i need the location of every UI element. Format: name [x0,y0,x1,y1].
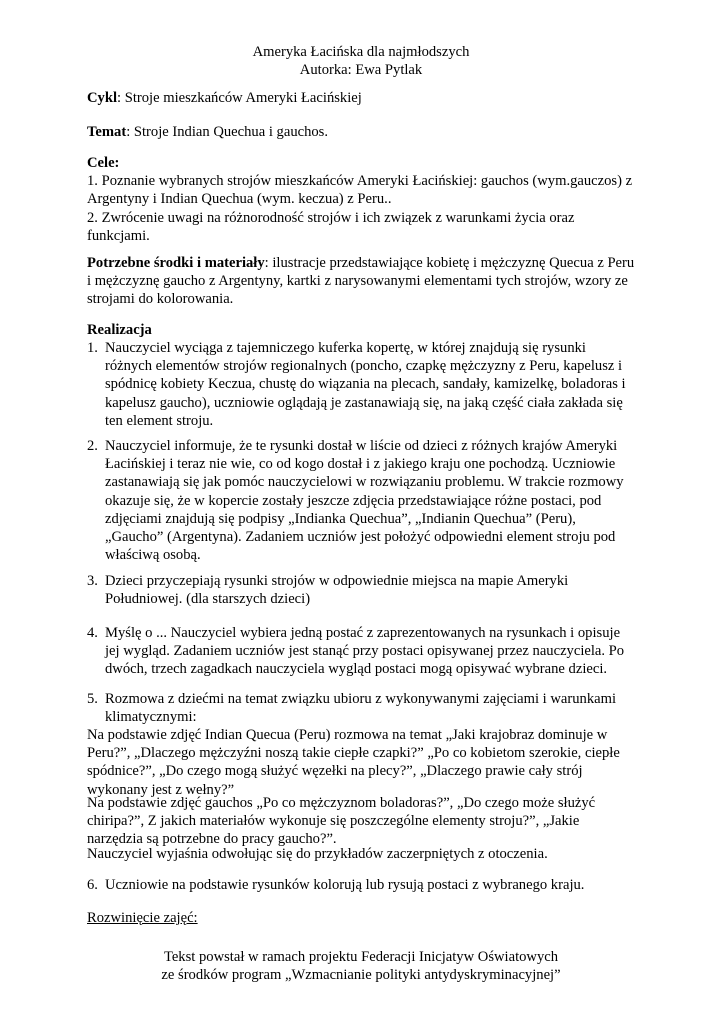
rozwiniecie-heading: Rozwinięcie zajęć: [87,910,198,926]
srodki-text: : ilustracje przedstawiające kobietę i mężczyznę Quecua z Peru i mężczyznę gaucho z Argentyny, kartki z narysowanymi elementami tych strojów, wzory ze strojami do kolorowania. [87,255,635,308]
cele-item: 2. Zwrócenie uwagi na różnorodność strojów i ich związek z warunkami życia oraz funkcjami. [87,209,575,244]
footer-line-1: Tekst powstał w ramach projektu Federacji Inicjatyw Oświatowych [163,949,559,965]
cykl-line [87,89,635,107]
srodki-section [87,254,635,309]
header-author: Autorka: Ewa Pytlak [299,62,423,78]
footer-line-2: ze środków program „Wzmacnianie polityki antydyskryminacyjnej” [161,967,561,983]
realizacja-item-3: 3. Dzieci przyczepiają rysunki strojów w odpowiednie miejsca na mapie Ameryki Południowej. (dla starszych dzieci) [87,573,569,608]
realizacja-heading: Realizacja [87,322,152,338]
realizacja-item-4: 4. Myślę o ... Nauczyciel wybiera jedną postać z zaprezentowanych na rysunkach i opisuje jej wygląd. Zadaniem uczniów jest stanąć przy postaci opisywanej przez nauczyciela. Po dwóch, trzech zagadkach nauczyciela wygląd postaci mogą opisywać wybrane dzieci. [87,625,625,678]
cele-item: 1. Poznanie wybranych strojów mieszkańców Ameryki Łacińskiej: gauchos (wym.gauczos) z Argentyny i Indian Quechua (wym. keczua) z Peru.. [87,173,633,208]
temat-line [87,123,635,141]
srodki-label: Potrzebne środki i materiały [87,255,265,271]
realizacja-item-6: 6. Uczniowie na podstawie rysunków kolorują lub rysują postaci z wybranego kraju. [87,877,585,893]
header-title: Ameryka Łacińska dla najmłodszych [252,44,470,60]
paragraph-quechua: Na podstawie zdjęć Indian Quecua (Peru) rozmowa na temat „Jaki krajobraz dominuje w Peru?”, „Dlaczego mężczyźni noszą takie ciepłe czapki?” „Po co kobietom szerokie, ciepłe spódnice?”, „Do czego mogą służyć węzełki na plecy?”, „Dlaczego prawie cały strój wykonany jest z wełny?” [87,727,620,798]
cykl-text: : Stroje mieszkańców Ameryki Łacińskiej [117,90,362,106]
temat-text: : Stroje Indian Quechua i gauchos. [126,124,329,140]
realizacja-item-5: 5. Rozmowa z dziećmi na temat związku ubioru z wykonywanymi zajęciami i warunkami klimatycznymi: [87,691,617,726]
paragraph-gauchos: Na podstawie zdjęć gauchos „Po co mężczyznom boladoras?”, „Do czego może służyć chiripa?”, Z jakich materiałów wykonuje się poszczególne elementy stroju?”, „Jakie narzędzia są potrzebne do pracy gaucho?”. [87,795,596,848]
realizacja-item-1: 1. Nauczyciel wyciąga z tajemniczego kuferka kopertę, w której znajdują się rysunki różnych elementów strojów regionalnych (poncho, czapkę mężczyzny z Peru, kapelusz i spódnicę kobiety Keczua, chustę do wiązania na plecach, sandały, kamizelkę, boladoras i kapelusz gaucho), uczniowie oglądają je zastanawiają się, na jaką część ciała zakłada się ten element stroju. [87,340,626,429]
cele-label: Cele: [87,155,120,171]
paragraph-explanation: Nauczyciel wyjaśnia odwołując się do przykładów zaczerpniętych z otoczenia. [87,846,548,862]
realizacja-item-2: 2. Nauczyciel informuje, że te rysunki dostał w liście od dzieci z różnych krajów Ameryki Łacińskiej i teraz nie wie, co od kogo dostał i z jakiego kraju one pochodzą. Uczniowie zastanawiają się jak pomóc nauczycielowi w rozwiązaniu problemu. W trakcie rozmowy okazuje się, że w kopercie zostały jeszcze zdjęcia przedstawiające różne postaci, pod zdjęciami znajdują się podpisy „Indianka Quechua”, „Indianin Quechua” (Peru), „Gaucho” (Argentyna). Zadaniem uczniów jest położyć odpowiedni element stroju pod właściwą osobą. [87,438,624,564]
cele-section [87,154,635,245]
temat-label: Temat [87,124,127,140]
cykl-label: Cykl [87,90,118,106]
